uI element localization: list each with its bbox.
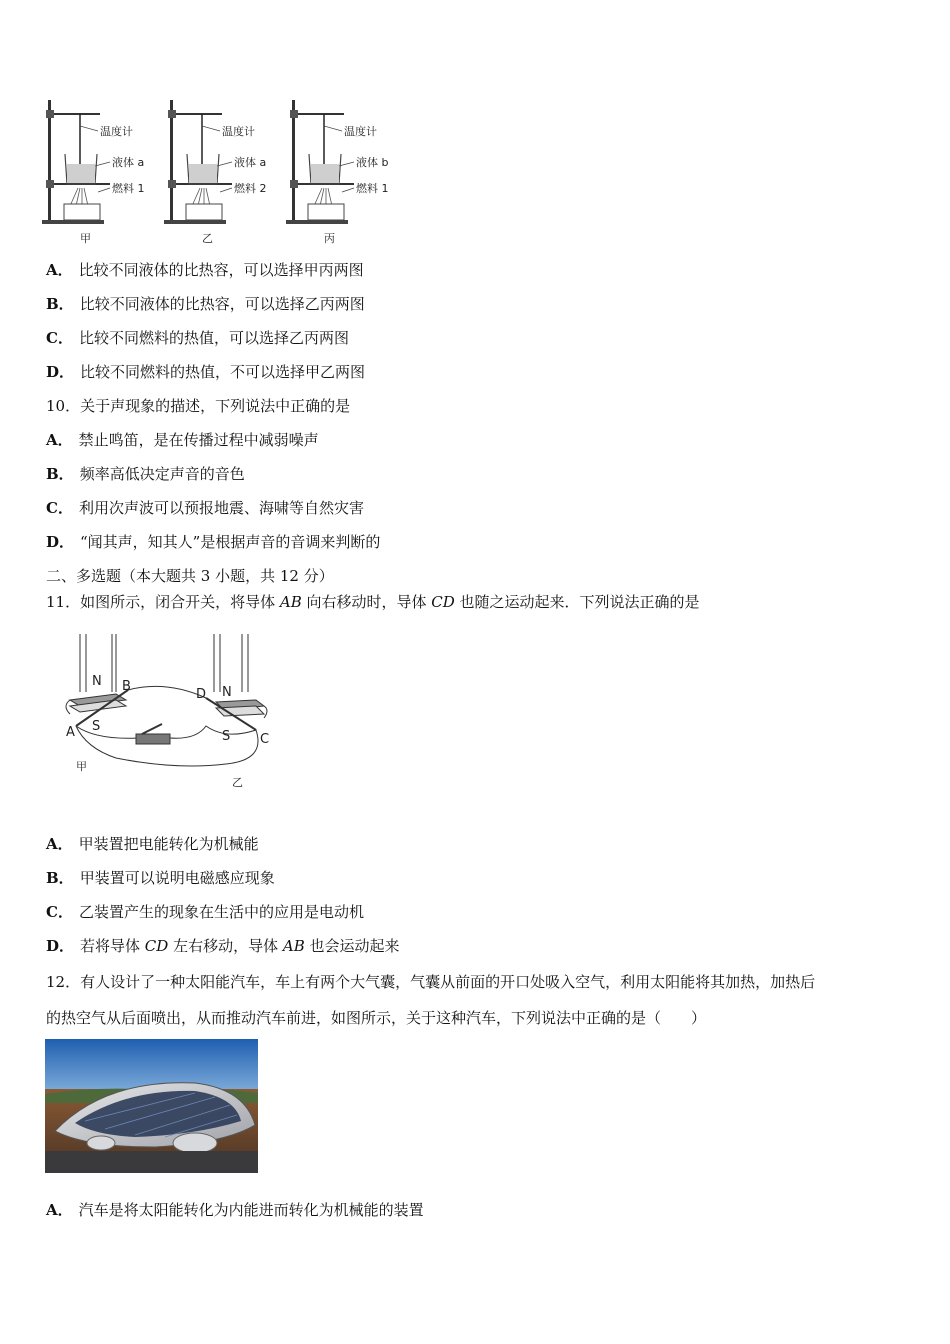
fuel-label: 燃料 1 <box>356 182 389 195</box>
q11-option-b: B． 甲装置可以说明电磁感应现象 <box>46 869 275 887</box>
liquid-label: 液体 a <box>234 156 267 169</box>
panel-bing <box>286 100 389 245</box>
heating-apparatus-figure <box>40 96 400 248</box>
q11-option-a: A． 甲装置把电能转化为机械能 <box>46 835 259 853</box>
point-b: B <box>122 679 131 694</box>
q10-option-a: A． 禁止鸣笛，是在传播过程中减弱噪声 <box>46 431 319 449</box>
q12-stem-line2: 的热空气从后面喷出，从而推动汽车前进，如图所示，关于这种汽车，下列说法中正确的是（ ） <box>46 1009 707 1027</box>
point-c: C <box>260 732 270 747</box>
point-a: A <box>66 725 75 740</box>
panel-caption: 甲 <box>80 232 91 245</box>
fuel-label: 燃料 1 <box>112 182 145 195</box>
solar-car-photo <box>45 1039 258 1173</box>
q9-option-b: B． 比较不同液体的比热容，可以选择乙丙两图 <box>46 295 365 313</box>
q10-option-c: C． 利用次声波可以预报地震、海啸等自然灾害 <box>46 499 364 517</box>
panel-caption: 丙 <box>324 232 335 245</box>
magnet-n-right: N <box>222 685 232 700</box>
magnet-s-left: S <box>92 719 101 734</box>
electromagnetic-figure <box>56 630 286 795</box>
q9-option-d: D． 比较不同燃料的热值，不可以选择甲乙两图 <box>46 363 366 381</box>
q11-option-d: D． 若将导体 CD 左右移动，导体 AB 也会运动起来 <box>46 937 400 955</box>
q10-stem: 10．关于声现象的描述，下列说法中正确的是 <box>46 397 351 415</box>
q11-option-c: C． 乙装置产生的现象在生活中的应用是电动机 <box>46 903 364 921</box>
q10-option-b: B． 频率高低决定声音的音色 <box>46 465 245 483</box>
liquid-label: 液体 b <box>356 156 389 169</box>
q9-option-a: A． 比较不同液体的比热容，可以选择甲丙两图 <box>46 261 364 279</box>
thermometer-label: 温度计 <box>100 125 133 138</box>
panel-yi <box>164 100 267 245</box>
thermometer-label: 温度计 <box>222 125 255 138</box>
q12-option-a: A． 汽车是将太阳能转化为内能进而转化为机械能的装置 <box>46 1201 424 1219</box>
magnet-n-left: N <box>92 674 102 689</box>
section-heading: 二、多选题（本大题共 3 小题，共 12 分） <box>46 567 334 585</box>
device-yi-caption: 乙 <box>232 776 243 789</box>
point-d: D <box>196 687 207 702</box>
q10-option-d: D． “闻其声，知其人”是根据声音的音调来判断的 <box>46 533 381 551</box>
liquid-label: 液体 a <box>112 156 145 169</box>
q11-stem: 11．如图所示，闭合开关，将导体 AB 向右移动时，导体 CD 也随之运动起来．下列说法正确的是 <box>46 593 700 611</box>
magnet-s-right: S <box>222 729 231 744</box>
q9-option-c: C． 比较不同燃料的热值，可以选择乙丙两图 <box>46 329 349 347</box>
panel-caption: 乙 <box>202 232 213 245</box>
thermometer-label: 温度计 <box>344 125 377 138</box>
fuel-label: 燃料 2 <box>234 182 267 195</box>
panel-jia <box>42 100 145 245</box>
q12-stem-line1: 12．有人设计了一种太阳能汽车，车上有两个大气囊，气囊从前面的开口处吸入空气，利用太阳能将其加热，加热后 <box>46 973 816 991</box>
device-jia-caption: 甲 <box>76 760 87 773</box>
